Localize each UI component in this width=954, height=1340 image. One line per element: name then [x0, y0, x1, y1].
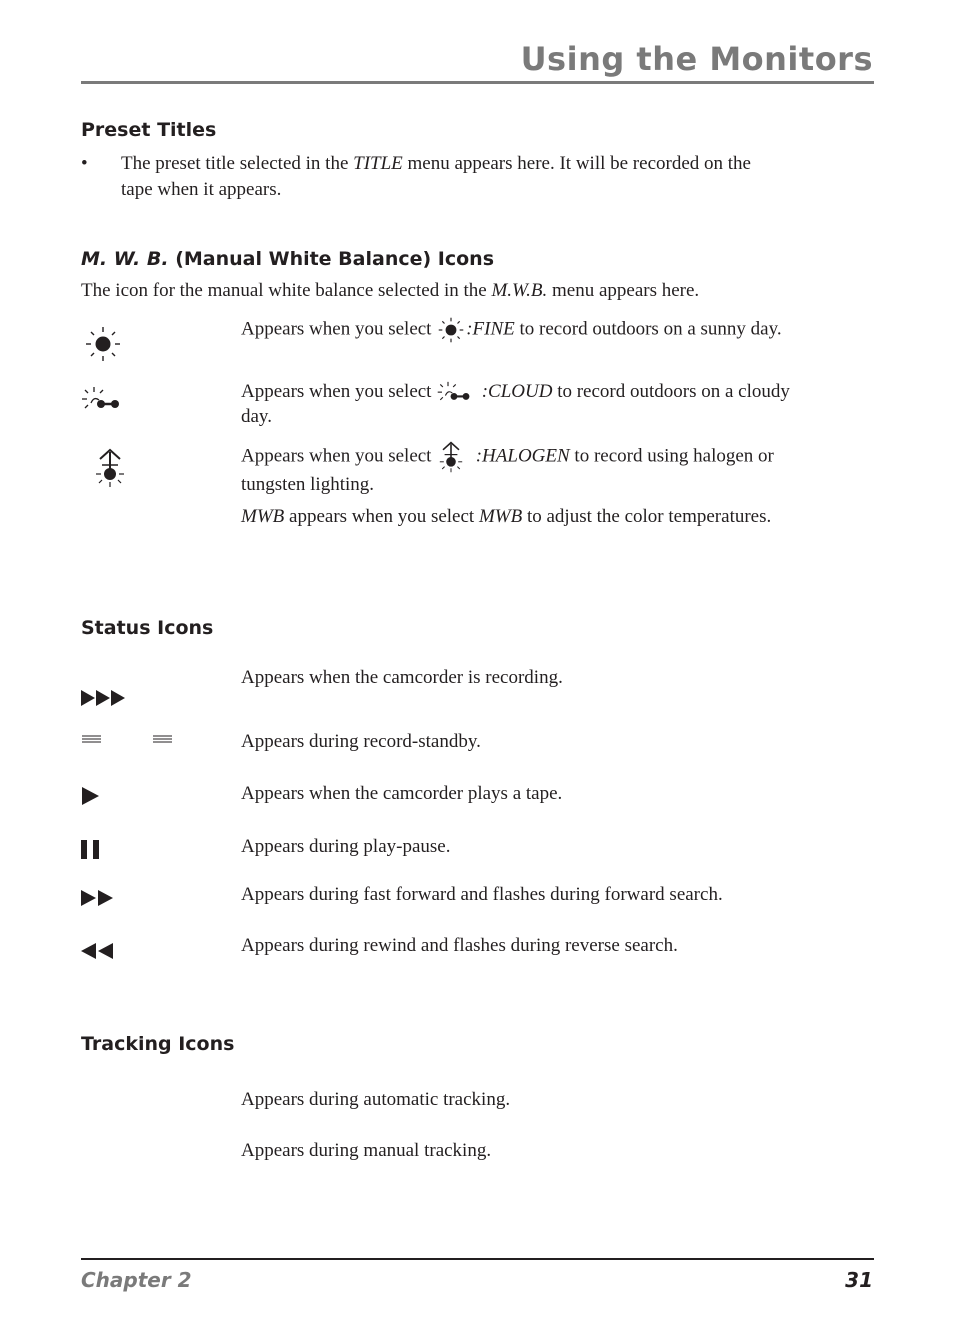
fine-desc [241, 317, 871, 343]
header-rule [81, 81, 874, 84]
cloud-desc-a: Appears when you select [241, 381, 437, 402]
preset-text-a: The preset title selected in the [121, 153, 354, 174]
preset-titles-heading: Preset Titles [81, 119, 217, 141]
halogen-icon-inline [436, 441, 466, 473]
halogen-desc [241, 441, 871, 497]
recording-desc: Appears when the camcorder is recording. [241, 667, 563, 688]
standby-desc: Appears during record-standby. [241, 731, 481, 752]
cloud-desc-b: to record outdoors on a cloudy [552, 381, 790, 402]
sun-icon-inline [436, 317, 466, 343]
mwb-desc [241, 505, 871, 529]
halogen-desc-b: to record using halogen or [569, 445, 774, 467]
halogen-desc-em: :HALOGEN [475, 445, 570, 467]
rew-desc: Appears during rewind and flashes during reverse search. [241, 935, 678, 956]
preset-text-title: TITLE [353, 153, 403, 174]
preset-text [121, 152, 861, 202]
halogen-desc-a: Appears when you select [241, 445, 437, 467]
play-desc: Appears when the camcorder plays a tape. [241, 783, 563, 804]
auto-tracking-desc: Appears during automatic tracking. [241, 1089, 511, 1110]
mwb-intro [81, 279, 699, 303]
pause-icon [81, 840, 101, 859]
mwb-heading-rest: (Manual White Balance) Icons [168, 248, 495, 270]
page-title: Using the Monitors [520, 40, 873, 78]
rewind-icon [81, 942, 115, 960]
footer-chapter: Chapter 2 [81, 1268, 192, 1292]
fine-desc-a: Appears when you select [241, 318, 437, 340]
preset-text-line2: tape when it appears. [121, 179, 282, 200]
page-number: 31 [845, 1268, 873, 1292]
mwb-desc-em1: MWB [241, 506, 285, 527]
manual-tracking-desc: Appears during manual tracking. [241, 1140, 492, 1161]
tracking-icons-heading: Tracking Icons [81, 1033, 235, 1055]
footer-rule [81, 1258, 874, 1260]
mwb-desc-end: to adjust the color temperatures. [522, 506, 772, 527]
mwb-intro-a: The icon for the manual white balance selected in the [81, 280, 492, 301]
bullet: • [81, 153, 88, 174]
mwb-intro-em: M.W.B. [491, 280, 548, 301]
fine-desc-b: to record outdoors on a sunny day. [514, 318, 782, 340]
standby-icon [81, 734, 176, 744]
status-icons-heading: Status Icons [81, 617, 214, 639]
mwb-desc-em2: MWB [478, 506, 523, 527]
play-icon [81, 786, 101, 806]
preset-text-b: menu appears here. It will be recorded on the [402, 153, 751, 174]
cloud-icon-inline [436, 381, 472, 405]
pause-desc: Appears during play-pause. [241, 836, 451, 857]
fine-desc-em: :FINE [466, 318, 515, 340]
sun-icon [84, 326, 122, 362]
mwb-heading [81, 248, 494, 270]
halogen-desc-c: tungsten lighting. [241, 474, 374, 495]
halogen-icon [92, 448, 128, 488]
mwb-heading-em: M. W. B. [81, 248, 169, 270]
cloud-icon [81, 386, 121, 414]
record-icon [81, 689, 127, 707]
mwb-intro-b: menu appears here. [547, 280, 700, 301]
cloud-desc-c: day. [241, 405, 272, 427]
mwb-desc-mid: appears when you select [284, 506, 479, 527]
ff-desc: Appears during fast forward and flashes during forward search. [241, 884, 723, 905]
cloud-desc-em: :CLOUD [481, 381, 553, 402]
cloud-desc [241, 380, 871, 429]
fast-forward-icon [81, 889, 115, 907]
